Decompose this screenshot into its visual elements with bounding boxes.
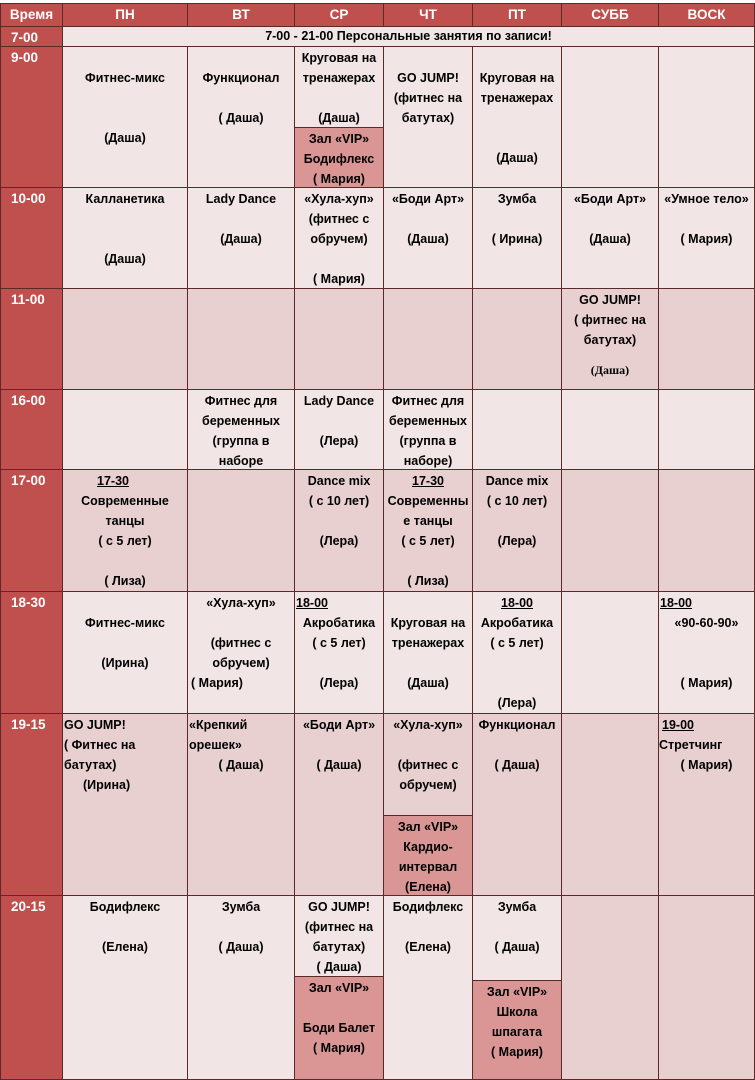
class-wed-18-time: 18-00 [296,596,328,610]
class-sat-10 [561,187,659,289]
class-sun-16 [658,389,755,470]
banner-personal: 7-00 - 21-00 Персональные занятия по записи! [62,26,755,47]
class-tue-20-text: Зумба ( Даша) [218,900,264,954]
class-sun-18-time: 18-00 [660,596,692,610]
header-sun: ВОСК [658,3,755,27]
class-fri-20 [472,895,562,981]
class-thu-17-text: Современны е танцы ( с 5 лет) ( Лиза) [387,494,469,588]
class-mon-20 [62,895,188,1080]
class-sat-19 [561,713,659,896]
class-mon-17-text: Современные танцы ( с 5 лет) ( Лиза) [81,494,169,588]
class-wed-10-text: «Хула-хуп» (фитнес с обручем) ( Мария) [304,192,374,286]
class-fri-20-text: Зумба ( Даша) [494,900,540,954]
class-sun-10 [658,187,755,289]
class-tue-18 [187,591,295,714]
class-wed-9-vip [294,127,384,188]
class-tue-18-text: «Хула-хуп» (фитнес с обручем) [206,596,276,670]
class-thu-19-vip-text: Зал «VIP» Кардио- интервал (Елена) [397,820,459,894]
class-thu-17 [383,469,473,592]
class-sun-19-name: ( Мария) [680,758,733,772]
class-mon-17 [62,469,188,592]
class-thu-20-text: Бодифлекс (Елена) [392,900,464,954]
class-fri-10 [472,187,562,289]
class-mon-11 [62,288,188,390]
header-sat: СУББ [561,3,659,27]
class-fri-11 [472,288,562,390]
class-sun-10-text: «Умное тело» ( Мария) [664,192,749,246]
class-wed-18-text: Акробатика ( с 5 лет) (Лера) [302,616,376,690]
class-tue-18-name: ( Мария) [191,676,243,690]
class-thu-16-text: Фитнес для беременных (группа в наборе) [388,394,468,468]
class-sat-11 [561,288,659,390]
class-fri-18 [472,591,562,714]
class-tue-10-text: Lady Dance (Даша) [205,192,277,246]
time-9-00: 9-00 [0,46,63,188]
time-18-30: 18-30 [0,591,63,714]
class-sun-20 [658,895,755,1080]
class-sun-19-text: Стретчинг [659,738,723,752]
header-thu: ЧТ [383,3,473,27]
class-wed-20-text: GO JUMP! (фитнес на батутах) ( Даша) [304,900,374,974]
class-mon-9-text: Фитнес-микс (Даша) [85,71,165,145]
class-sun-9 [658,46,755,188]
class-mon-19 [62,713,188,896]
class-tue-17 [187,469,295,592]
header-fri: ПТ [472,3,562,27]
class-thu-18 [383,591,473,714]
class-sat-9 [561,46,659,188]
class-mon-19-name: (Ирина) [83,778,131,792]
class-wed-18 [294,591,384,714]
time-17-00: 17-00 [0,469,63,592]
header-wed: СР [294,3,384,27]
class-sun-19 [658,713,755,896]
class-tue-10 [187,187,295,289]
class-thu-10-text: «Боди Арт» (Даша) [391,192,465,246]
class-wed-10 [294,187,384,289]
class-tue-19-name: ( Даша) [218,758,264,772]
class-wed-9-text: Круговая на тренажерах (Даша) [301,51,377,125]
class-wed-20 [294,895,384,977]
class-fri-10-text: Зумба ( Ирина) [491,192,543,246]
class-wed-20-vip-text: Зал «VIP» Боди Балет ( Мария) [302,981,376,1055]
class-fri-9 [472,46,562,188]
class-sat-20 [561,895,659,1080]
time-7-00: 7-00 [0,26,63,47]
header-tue: ВТ [187,3,295,27]
class-wed-9-vip-text: Зал «VIP» Бодифлекс ( Мария) [303,132,375,186]
class-fri-9-text: Круговая на тренажерах (Даша) [479,71,555,165]
class-tue-11 [187,288,295,390]
class-thu-19-text: «Хула-хуп» (фитнес с обручем) [393,718,463,792]
class-fri-20-vip [472,980,562,1080]
class-sun-19-time: 19-00 [662,718,694,732]
class-wed-16-text: Lady Dance (Лера) [303,394,375,448]
class-tue-19 [187,713,295,896]
class-sat-18 [561,591,659,714]
class-thu-19-vip [383,815,473,896]
class-tue-9 [187,46,295,188]
class-tue-16-text: Фитнес для беременных (группа в наборе [201,394,281,468]
time-16-00: 16-00 [0,389,63,470]
class-fri-18-time: 18-00 [501,596,533,610]
class-fri-20-vip-text: Зал «VIP» Школа шпагата ( Мария) [486,985,548,1059]
header-time-label: Время [9,7,54,22]
class-mon-16 [62,389,188,470]
class-tue-16 [187,389,295,470]
class-sun-11 [658,288,755,390]
time-11-00: 11-00 [0,288,63,390]
class-mon-10-text: Калланетика (Даша) [85,192,165,266]
header-time [0,3,63,27]
class-fri-16 [472,389,562,470]
class-wed-16 [294,389,384,470]
class-fri-19-text: Функционал ( Даша) [478,718,556,772]
class-mon-10 [62,187,188,289]
class-sun-18-text: «90-60-90» ( Мария) [674,616,739,690]
class-sun-18 [658,591,755,714]
class-fri-17-text: Dance mix ( с 10 лет) (Лера) [485,474,549,548]
class-wed-9 [294,46,384,128]
class-thu-18-text: Круговая на тренажерах (Даша) [390,616,466,690]
class-fri-19 [472,713,562,896]
class-tue-9-text: Функционал ( Даша) [202,71,280,125]
class-mon-20-text: Бодифлекс (Елена) [89,900,161,954]
class-fri-18-text: Акробатика ( с 5 лет) (Лера) [480,616,554,710]
time-10-00: 10-00 [0,187,63,289]
class-sat-16 [561,389,659,470]
class-thu-11 [383,288,473,390]
class-sun-17 [658,469,755,592]
class-wed-19 [294,713,384,896]
class-mon-9 [62,46,188,188]
class-wed-17-text: Dance mix ( с 10 лет) (Лера) [307,474,371,548]
class-tue-19-text: «Крепкий орешек» [189,718,248,752]
class-sat-11-text: GO JUMP! ( фитнес на батутах) [574,293,646,347]
class-mon-17-time: 17-30 [97,474,129,488]
class-mon-19-text: GO JUMP! ( Фитнес на батутах) [64,718,136,772]
class-thu-17-time: 17-30 [412,474,444,488]
class-wed-19-text: «Боди Арт» ( Даша) [302,718,376,772]
class-sat-10-text: «Боди Арт» (Даша) [573,192,647,246]
time-19-15: 19-15 [0,713,63,896]
class-thu-10 [383,187,473,289]
class-wed-20-vip [294,976,384,1080]
class-thu-9 [383,46,473,188]
class-thu-9-text: GO JUMP! (фитнес на батутах) [393,71,463,125]
class-tue-20 [187,895,295,1080]
class-thu-16 [383,389,473,470]
time-20-15: 20-15 [0,895,63,1080]
class-thu-20 [383,895,473,1080]
class-thu-19 [383,713,473,816]
class-wed-11 [294,288,384,390]
class-wed-17 [294,469,384,592]
class-mon-18 [62,591,188,714]
class-mon-18-text: Фитнес-микс (Ирина) [85,616,165,670]
class-sat-17 [561,469,659,592]
class-sat-11-name: (Даша) [590,363,630,377]
class-fri-17 [472,469,562,592]
header-mon: ПН [62,3,188,27]
